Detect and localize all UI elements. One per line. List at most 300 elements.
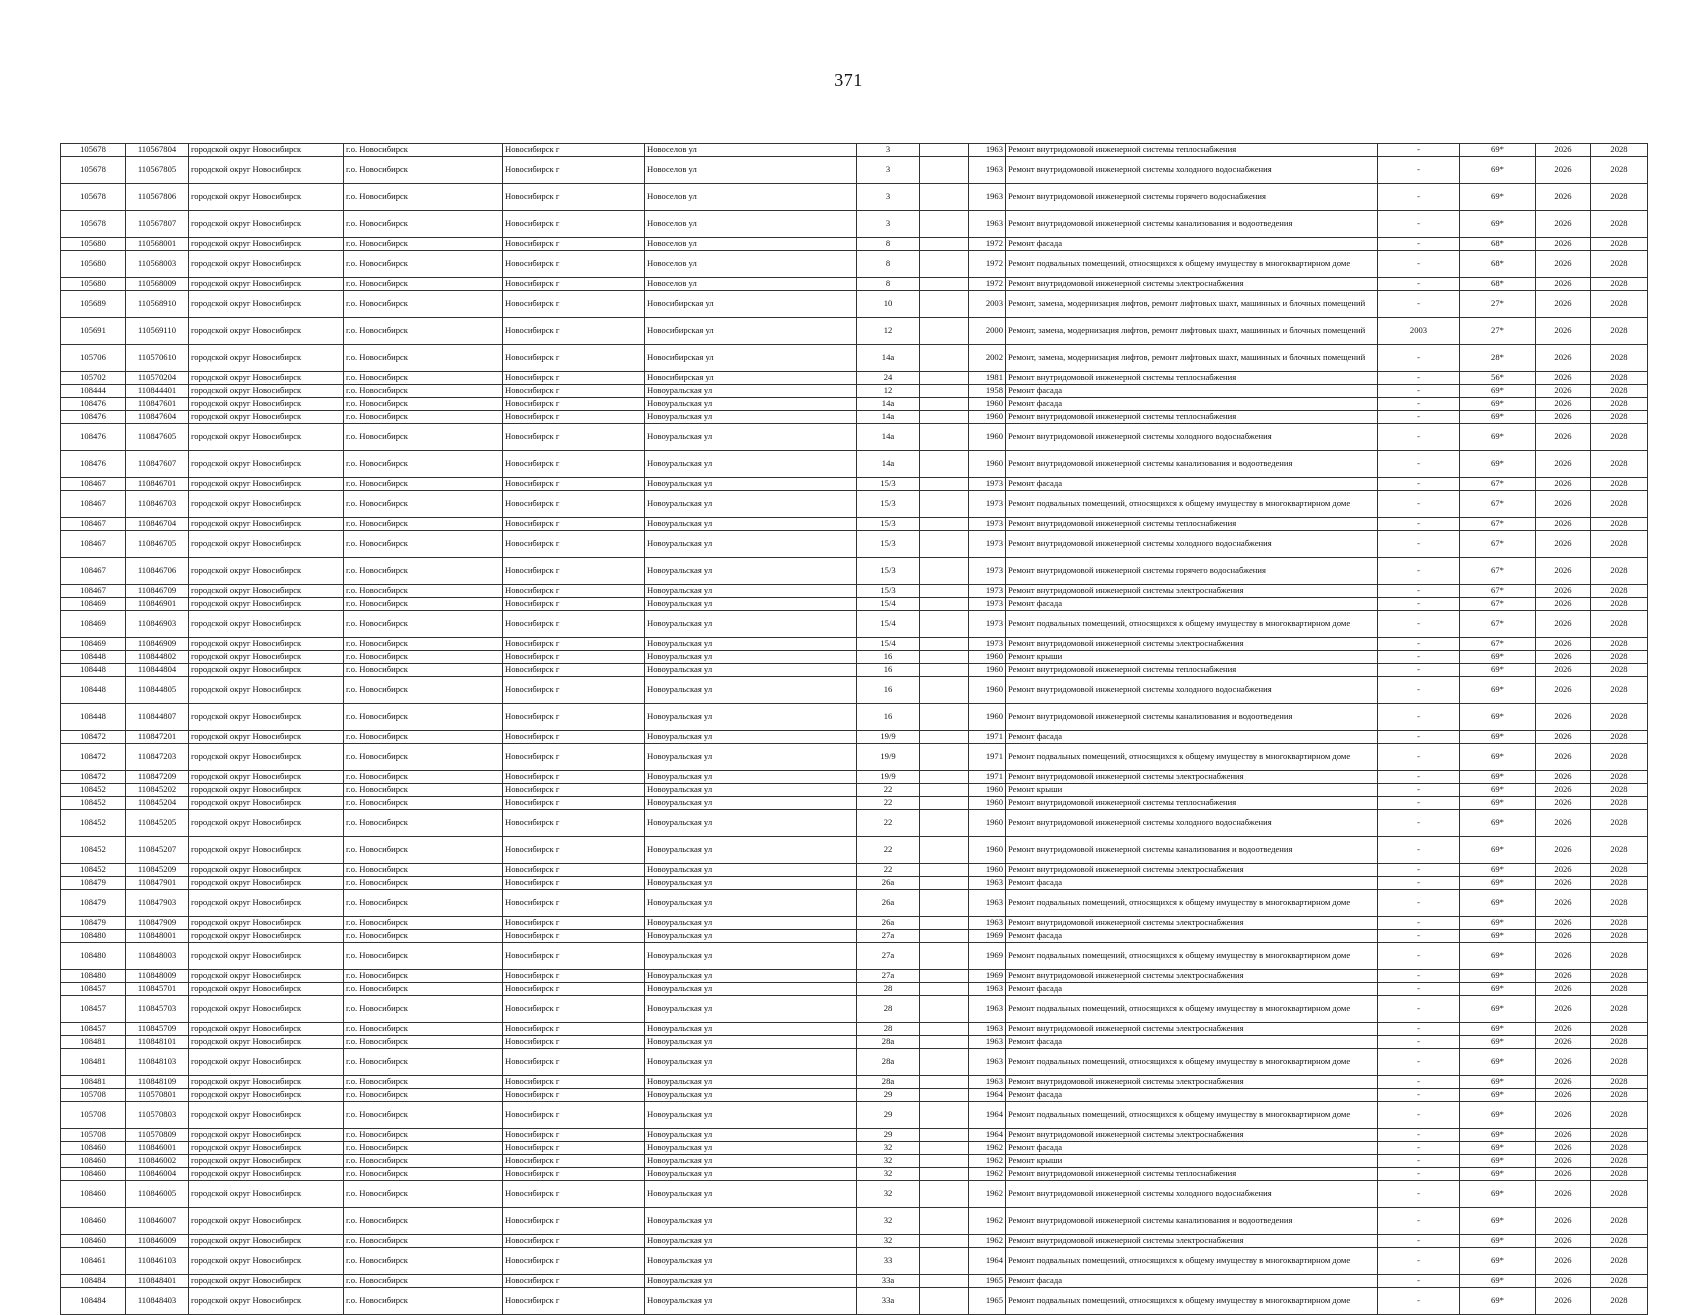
cell-plan-end-year: 2028 — [1591, 385, 1648, 398]
repair-schedule-table — [60, 143, 1648, 1315]
cell-street: Новоселов ул — [645, 238, 857, 251]
cell-last-repair-year: - — [1378, 771, 1460, 784]
cell-work-type: Ремонт внутридомовой инженерной системы электроснабжения — [1006, 1129, 1378, 1142]
cell-plan-start-year: 2026 — [1536, 731, 1591, 744]
cell-work-type: Ремонт внутридомовой инженерной системы теплоснабжения — [1006, 797, 1378, 810]
cell-house-number: 19/9 — [857, 744, 920, 771]
cell-last-repair-year: - — [1378, 1102, 1460, 1129]
cell-last-repair-year: - — [1378, 278, 1460, 291]
cell-street: Новоуральская ул — [645, 1248, 857, 1275]
cell-year-built: 1960 — [969, 797, 1006, 810]
cell-work-id: 110844807 — [126, 704, 189, 731]
cell-plan-end-year: 2028 — [1591, 784, 1648, 797]
cell-house-number: 32 — [857, 1168, 920, 1181]
cell-building — [920, 1023, 969, 1036]
cell-building — [920, 677, 969, 704]
cell-city-district: г.о. Новосибирск — [344, 278, 503, 291]
table-row — [61, 784, 1648, 797]
cell-year-built: 1963 — [969, 184, 1006, 211]
cell-street: Новоуральская ул — [645, 1129, 857, 1142]
table-body — [61, 144, 1648, 1315]
table-row — [61, 451, 1648, 478]
cell-wear-percent: 69* — [1460, 651, 1536, 664]
cell-plan-start-year: 2026 — [1536, 211, 1591, 238]
cell-year-built: 1963 — [969, 1023, 1006, 1036]
cell-wear-percent: 69* — [1460, 930, 1536, 943]
cell-house-id: 108467 — [61, 491, 126, 518]
cell-street: Новосибирская ул — [645, 372, 857, 385]
table-row — [61, 411, 1648, 424]
cell-plan-end-year: 2028 — [1591, 144, 1648, 157]
cell-plan-start-year: 2026 — [1536, 810, 1591, 837]
cell-plan-end-year: 2028 — [1591, 1049, 1648, 1076]
cell-building — [920, 598, 969, 611]
cell-street: Новосибирская ул — [645, 318, 857, 345]
cell-house-number: 15/4 — [857, 611, 920, 638]
cell-wear-percent: 68* — [1460, 238, 1536, 251]
cell-municipality: городской округ Новосибирск — [189, 1275, 344, 1288]
cell-wear-percent: 69* — [1460, 917, 1536, 930]
cell-last-repair-year: - — [1378, 491, 1460, 518]
cell-work-id: 110846009 — [126, 1235, 189, 1248]
cell-year-built: 1972 — [969, 238, 1006, 251]
cell-city-district: г.о. Новосибирск — [344, 318, 503, 345]
cell-city: Новосибирск г — [503, 184, 645, 211]
cell-year-built: 1962 — [969, 1181, 1006, 1208]
cell-plan-end-year: 2028 — [1591, 810, 1648, 837]
cell-street: Новоуральская ул — [645, 451, 857, 478]
cell-street: Новоселов ул — [645, 278, 857, 291]
cell-work-id: 110568009 — [126, 278, 189, 291]
cell-municipality: городской округ Новосибирск — [189, 318, 344, 345]
table-row — [61, 1049, 1648, 1076]
cell-house-id: 108476 — [61, 424, 126, 451]
cell-municipality: городской округ Новосибирск — [189, 877, 344, 890]
cell-city: Новосибирск г — [503, 318, 645, 345]
cell-building — [920, 585, 969, 598]
cell-work-type: Ремонт внутридомовой инженерной системы электроснабжения — [1006, 278, 1378, 291]
cell-work-type: Ремонт фасада — [1006, 930, 1378, 943]
cell-plan-end-year: 2028 — [1591, 771, 1648, 784]
cell-year-built: 1960 — [969, 651, 1006, 664]
cell-work-type: Ремонт подвальных помещений, относящихся к общему имуществу в многоквартирном доме — [1006, 744, 1378, 771]
cell-wear-percent: 69* — [1460, 424, 1536, 451]
cell-house-number: 22 — [857, 810, 920, 837]
table-row — [61, 996, 1648, 1023]
cell-plan-start-year: 2026 — [1536, 1142, 1591, 1155]
cell-street: Новоуральская ул — [645, 983, 857, 996]
cell-wear-percent: 67* — [1460, 558, 1536, 585]
cell-plan-end-year: 2028 — [1591, 1036, 1648, 1049]
cell-street: Новоуральская ул — [645, 996, 857, 1023]
cell-building — [920, 704, 969, 731]
cell-municipality: городской округ Новосибирск — [189, 1023, 344, 1036]
cell-work-id: 110845207 — [126, 837, 189, 864]
cell-house-number: 15/3 — [857, 585, 920, 598]
cell-city: Новосибирск г — [503, 677, 645, 704]
cell-city: Новосибирск г — [503, 1076, 645, 1089]
cell-house-id: 105708 — [61, 1129, 126, 1142]
cell-house-number: 32 — [857, 1208, 920, 1235]
cell-wear-percent: 69* — [1460, 1036, 1536, 1049]
cell-city-district: г.о. Новосибирск — [344, 238, 503, 251]
cell-work-type: Ремонт внутридомовой инженерной системы холодного водоснабжения — [1006, 1181, 1378, 1208]
cell-municipality: городской округ Новосибирск — [189, 810, 344, 837]
cell-wear-percent: 67* — [1460, 478, 1536, 491]
cell-wear-percent: 67* — [1460, 611, 1536, 638]
cell-building — [920, 731, 969, 744]
cell-wear-percent: 68* — [1460, 251, 1536, 278]
table-row — [61, 345, 1648, 372]
cell-municipality: городской округ Новосибирск — [189, 983, 344, 996]
cell-building — [920, 651, 969, 664]
cell-wear-percent: 69* — [1460, 1208, 1536, 1235]
cell-work-type: Ремонт подвальных помещений, относящихся к общему имуществу в многоквартирном доме — [1006, 1288, 1378, 1315]
cell-street: Новоуральская ул — [645, 837, 857, 864]
cell-house-id: 105680 — [61, 278, 126, 291]
cell-work-id: 110846007 — [126, 1208, 189, 1235]
table-row — [61, 917, 1648, 930]
cell-house-id: 105708 — [61, 1102, 126, 1129]
cell-year-built: 1963 — [969, 890, 1006, 917]
cell-city: Новосибирск г — [503, 731, 645, 744]
cell-house-id: 108457 — [61, 1023, 126, 1036]
cell-work-id: 110845202 — [126, 784, 189, 797]
cell-building — [920, 1235, 969, 1248]
cell-year-built: 1963 — [969, 1076, 1006, 1089]
table-row — [61, 1288, 1648, 1315]
cell-city-district: г.о. Новосибирск — [344, 810, 503, 837]
cell-house-id: 108452 — [61, 797, 126, 810]
cell-plan-end-year: 2028 — [1591, 291, 1648, 318]
cell-house-number: 8 — [857, 251, 920, 278]
cell-municipality: городской округ Новосибирск — [189, 1235, 344, 1248]
table-row — [61, 238, 1648, 251]
cell-year-built: 1965 — [969, 1288, 1006, 1315]
cell-wear-percent: 69* — [1460, 1102, 1536, 1129]
cell-house-number: 29 — [857, 1102, 920, 1129]
cell-house-number: 16 — [857, 651, 920, 664]
cell-work-type: Ремонт крыши — [1006, 651, 1378, 664]
cell-work-type: Ремонт, замена, модернизация лифтов, ремонт лифтовых шахт, машинных и блочных помещений — [1006, 345, 1378, 372]
cell-building — [920, 385, 969, 398]
cell-wear-percent: 56* — [1460, 372, 1536, 385]
cell-work-id: 110846903 — [126, 611, 189, 638]
cell-work-id: 110847607 — [126, 451, 189, 478]
cell-wear-percent: 69* — [1460, 797, 1536, 810]
cell-municipality: городской округ Новосибирск — [189, 558, 344, 585]
cell-plan-start-year: 2026 — [1536, 1288, 1591, 1315]
cell-street: Новоуральская ул — [645, 930, 857, 943]
cell-work-type: Ремонт внутридомовой инженерной системы электроснабжения — [1006, 864, 1378, 877]
cell-plan-end-year: 2028 — [1591, 877, 1648, 890]
cell-year-built: 1960 — [969, 424, 1006, 451]
cell-city-district: г.о. Новосибирск — [344, 1089, 503, 1102]
cell-house-id: 108460 — [61, 1168, 126, 1181]
cell-wear-percent: 69* — [1460, 144, 1536, 157]
cell-city-district: г.о. Новосибирск — [344, 345, 503, 372]
cell-wear-percent: 69* — [1460, 157, 1536, 184]
cell-plan-start-year: 2026 — [1536, 372, 1591, 385]
table-row — [61, 1275, 1648, 1288]
cell-house-number: 26а — [857, 890, 920, 917]
cell-building — [920, 1102, 969, 1129]
cell-work-id: 110846705 — [126, 531, 189, 558]
cell-year-built: 1960 — [969, 784, 1006, 797]
cell-work-id: 110845701 — [126, 983, 189, 996]
cell-plan-end-year: 2028 — [1591, 651, 1648, 664]
cell-last-repair-year: - — [1378, 144, 1460, 157]
cell-house-number: 27а — [857, 943, 920, 970]
cell-work-id: 110846909 — [126, 638, 189, 651]
cell-building — [920, 251, 969, 278]
cell-city: Новосибирск г — [503, 1248, 645, 1275]
cell-work-type: Ремонт внутридомовой инженерной системы горячего водоснабжения — [1006, 558, 1378, 585]
cell-house-id: 108484 — [61, 1275, 126, 1288]
page-number: 371 — [834, 70, 863, 90]
cell-wear-percent: 69* — [1460, 1076, 1536, 1089]
cell-street: Новосибирская ул — [645, 345, 857, 372]
cell-wear-percent: 69* — [1460, 1049, 1536, 1076]
cell-plan-start-year: 2026 — [1536, 184, 1591, 211]
cell-house-id: 108479 — [61, 890, 126, 917]
cell-street: Новоуральская ул — [645, 1076, 857, 1089]
cell-wear-percent: 27* — [1460, 291, 1536, 318]
cell-plan-start-year: 2026 — [1536, 890, 1591, 917]
cell-plan-end-year: 2028 — [1591, 704, 1648, 731]
table-row — [61, 558, 1648, 585]
cell-house-id: 108461 — [61, 1248, 126, 1275]
cell-plan-end-year: 2028 — [1591, 278, 1648, 291]
cell-city-district: г.о. Новосибирск — [344, 291, 503, 318]
table-row — [61, 318, 1648, 345]
cell-wear-percent: 69* — [1460, 411, 1536, 424]
cell-city-district: г.о. Новосибирск — [344, 372, 503, 385]
cell-municipality: городской округ Новосибирск — [189, 996, 344, 1023]
cell-work-type: Ремонт внутридомовой инженерной системы канализования и водоотведения — [1006, 704, 1378, 731]
cell-work-type: Ремонт фасада — [1006, 1275, 1378, 1288]
cell-municipality: городской округ Новосибирск — [189, 1208, 344, 1235]
cell-house-id: 108460 — [61, 1155, 126, 1168]
cell-street: Новоуральская ул — [645, 797, 857, 810]
cell-city-district: г.о. Новосибирск — [344, 1102, 503, 1129]
cell-street: Новосибирская ул — [645, 291, 857, 318]
cell-work-id: 110569110 — [126, 318, 189, 345]
cell-municipality: городской округ Новосибирск — [189, 704, 344, 731]
cell-municipality: городской округ Новосибирск — [189, 744, 344, 771]
cell-work-type: Ремонт внутридомовой инженерной системы теплоснабжения — [1006, 372, 1378, 385]
cell-municipality: городской округ Новосибирск — [189, 291, 344, 318]
cell-plan-end-year: 2028 — [1591, 1023, 1648, 1036]
cell-plan-start-year: 2026 — [1536, 864, 1591, 877]
cell-year-built: 1973 — [969, 611, 1006, 638]
cell-plan-start-year: 2026 — [1536, 318, 1591, 345]
cell-house-number: 22 — [857, 784, 920, 797]
cell-municipality: городской округ Новосибирск — [189, 1102, 344, 1129]
cell-year-built: 1960 — [969, 411, 1006, 424]
cell-municipality: городской округ Новосибирск — [189, 451, 344, 478]
cell-city: Новосибирск г — [503, 1049, 645, 1076]
cell-work-id: 110845709 — [126, 1023, 189, 1036]
cell-year-built: 1973 — [969, 598, 1006, 611]
cell-work-id: 110844805 — [126, 677, 189, 704]
cell-plan-start-year: 2026 — [1536, 491, 1591, 518]
cell-plan-start-year: 2026 — [1536, 837, 1591, 864]
cell-work-type: Ремонт подвальных помещений, относящихся к общему имуществу в многоквартирном доме — [1006, 890, 1378, 917]
cell-building — [920, 1155, 969, 1168]
cell-wear-percent: 69* — [1460, 704, 1536, 731]
cell-wear-percent: 69* — [1460, 744, 1536, 771]
cell-work-id: 110568001 — [126, 238, 189, 251]
cell-last-repair-year: - — [1378, 558, 1460, 585]
cell-work-id: 110848003 — [126, 943, 189, 970]
cell-city: Новосибирск г — [503, 1023, 645, 1036]
cell-plan-start-year: 2026 — [1536, 1235, 1591, 1248]
cell-plan-end-year: 2028 — [1591, 917, 1648, 930]
cell-work-id: 110567804 — [126, 144, 189, 157]
cell-year-built: 2003 — [969, 291, 1006, 318]
cell-work-id: 110846001 — [126, 1142, 189, 1155]
cell-house-number: 22 — [857, 837, 920, 864]
cell-house-number: 14а — [857, 398, 920, 411]
cell-building — [920, 531, 969, 558]
cell-city: Новосибирск г — [503, 837, 645, 864]
cell-building — [920, 784, 969, 797]
cell-plan-start-year: 2026 — [1536, 398, 1591, 411]
cell-house-id: 108457 — [61, 996, 126, 1023]
cell-work-id: 110845209 — [126, 864, 189, 877]
cell-street: Новоуральская ул — [645, 518, 857, 531]
cell-year-built: 1973 — [969, 531, 1006, 558]
cell-city-district: г.о. Новосибирск — [344, 704, 503, 731]
cell-street: Новоуральская ул — [645, 1235, 857, 1248]
cell-wear-percent: 69* — [1460, 451, 1536, 478]
cell-work-type: Ремонт внутридомовой инженерной системы электроснабжения — [1006, 1023, 1378, 1036]
cell-plan-start-year: 2026 — [1536, 664, 1591, 677]
cell-wear-percent: 69* — [1460, 664, 1536, 677]
cell-plan-end-year: 2028 — [1591, 611, 1648, 638]
cell-work-id: 110845204 — [126, 797, 189, 810]
cell-last-repair-year: - — [1378, 797, 1460, 810]
cell-municipality: городской округ Новосибирск — [189, 184, 344, 211]
cell-city-district: г.о. Новосибирск — [344, 784, 503, 797]
cell-house-id: 108467 — [61, 585, 126, 598]
cell-city-district: г.о. Новосибирск — [344, 385, 503, 398]
table-row — [61, 638, 1648, 651]
cell-wear-percent: 69* — [1460, 1235, 1536, 1248]
cell-house-id: 105680 — [61, 238, 126, 251]
table-row — [61, 1248, 1648, 1275]
cell-work-id: 110844401 — [126, 385, 189, 398]
cell-work-type: Ремонт внутридомовой инженерной системы канализования и водоотведения — [1006, 451, 1378, 478]
cell-wear-percent: 69* — [1460, 385, 1536, 398]
cell-building — [920, 424, 969, 451]
cell-building — [920, 1036, 969, 1049]
cell-city: Новосибирск г — [503, 983, 645, 996]
table-row — [61, 1129, 1648, 1142]
cell-work-type: Ремонт внутридомовой инженерной системы канализования и водоотведения — [1006, 211, 1378, 238]
cell-year-built: 1971 — [969, 744, 1006, 771]
cell-year-built: 2000 — [969, 318, 1006, 345]
cell-work-type: Ремонт внутридомовой инженерной системы холодного водоснабжения — [1006, 531, 1378, 558]
table-row — [61, 157, 1648, 184]
cell-plan-start-year: 2026 — [1536, 598, 1591, 611]
cell-street: Новоуральская ул — [645, 478, 857, 491]
cell-year-built: 1960 — [969, 398, 1006, 411]
cell-work-type: Ремонт внутридомовой инженерной системы электроснабжения — [1006, 970, 1378, 983]
cell-work-id: 110847605 — [126, 424, 189, 451]
cell-street: Новоуральская ул — [645, 677, 857, 704]
cell-building — [920, 996, 969, 1023]
cell-city-district: г.о. Новосибирск — [344, 1235, 503, 1248]
cell-work-type: Ремонт внутридомовой инженерной системы холодного водоснабжения — [1006, 157, 1378, 184]
table-row — [61, 1089, 1648, 1102]
cell-city: Новосибирск г — [503, 598, 645, 611]
cell-house-number: 8 — [857, 278, 920, 291]
cell-plan-end-year: 2028 — [1591, 864, 1648, 877]
cell-work-id: 110846703 — [126, 491, 189, 518]
cell-house-id: 108480 — [61, 930, 126, 943]
cell-last-repair-year: - — [1378, 531, 1460, 558]
cell-street: Новоуральская ул — [645, 810, 857, 837]
cell-city: Новосибирск г — [503, 943, 645, 970]
cell-year-built: 1963 — [969, 1036, 1006, 1049]
cell-municipality: городской округ Новосибирск — [189, 531, 344, 558]
cell-building — [920, 890, 969, 917]
cell-plan-end-year: 2028 — [1591, 638, 1648, 651]
cell-city: Новосибирск г — [503, 1142, 645, 1155]
cell-street: Новоуральская ул — [645, 585, 857, 598]
cell-building — [920, 1142, 969, 1155]
cell-plan-start-year: 2026 — [1536, 251, 1591, 278]
cell-plan-end-year: 2028 — [1591, 1208, 1648, 1235]
cell-last-repair-year: - — [1378, 664, 1460, 677]
cell-last-repair-year: - — [1378, 1089, 1460, 1102]
cell-city-district: г.о. Новосибирск — [344, 1181, 503, 1208]
cell-city: Новосибирск г — [503, 238, 645, 251]
cell-house-number: 32 — [857, 1155, 920, 1168]
cell-building — [920, 478, 969, 491]
cell-municipality: городской округ Новосибирск — [189, 970, 344, 983]
cell-work-id: 110847201 — [126, 731, 189, 744]
cell-last-repair-year: - — [1378, 478, 1460, 491]
cell-house-number: 26а — [857, 877, 920, 890]
cell-municipality: городской округ Новосибирск — [189, 771, 344, 784]
cell-work-type: Ремонт фасада — [1006, 877, 1378, 890]
cell-work-id: 110847601 — [126, 398, 189, 411]
cell-plan-end-year: 2028 — [1591, 970, 1648, 983]
cell-house-number: 33а — [857, 1288, 920, 1315]
table-row — [61, 864, 1648, 877]
cell-city: Новосибирск г — [503, 211, 645, 238]
cell-city: Новосибирск г — [503, 930, 645, 943]
cell-work-type: Ремонт внутридомовой инженерной системы электроснабжения — [1006, 585, 1378, 598]
cell-municipality: городской округ Новосибирск — [189, 598, 344, 611]
cell-city: Новосибирск г — [503, 1089, 645, 1102]
cell-house-id: 108476 — [61, 451, 126, 478]
cell-city: Новосибирск г — [503, 451, 645, 478]
cell-work-type: Ремонт внутридомовой инженерной системы горячего водоснабжения — [1006, 184, 1378, 211]
cell-city: Новосибирск г — [503, 1036, 645, 1049]
cell-plan-start-year: 2026 — [1536, 345, 1591, 372]
cell-house-id: 108479 — [61, 877, 126, 890]
cell-city: Новосибирск г — [503, 1129, 645, 1142]
cell-house-number: 14а — [857, 451, 920, 478]
cell-house-id: 108476 — [61, 411, 126, 424]
cell-year-built: 1965 — [969, 1275, 1006, 1288]
cell-last-repair-year: - — [1378, 1275, 1460, 1288]
table-row — [61, 677, 1648, 704]
